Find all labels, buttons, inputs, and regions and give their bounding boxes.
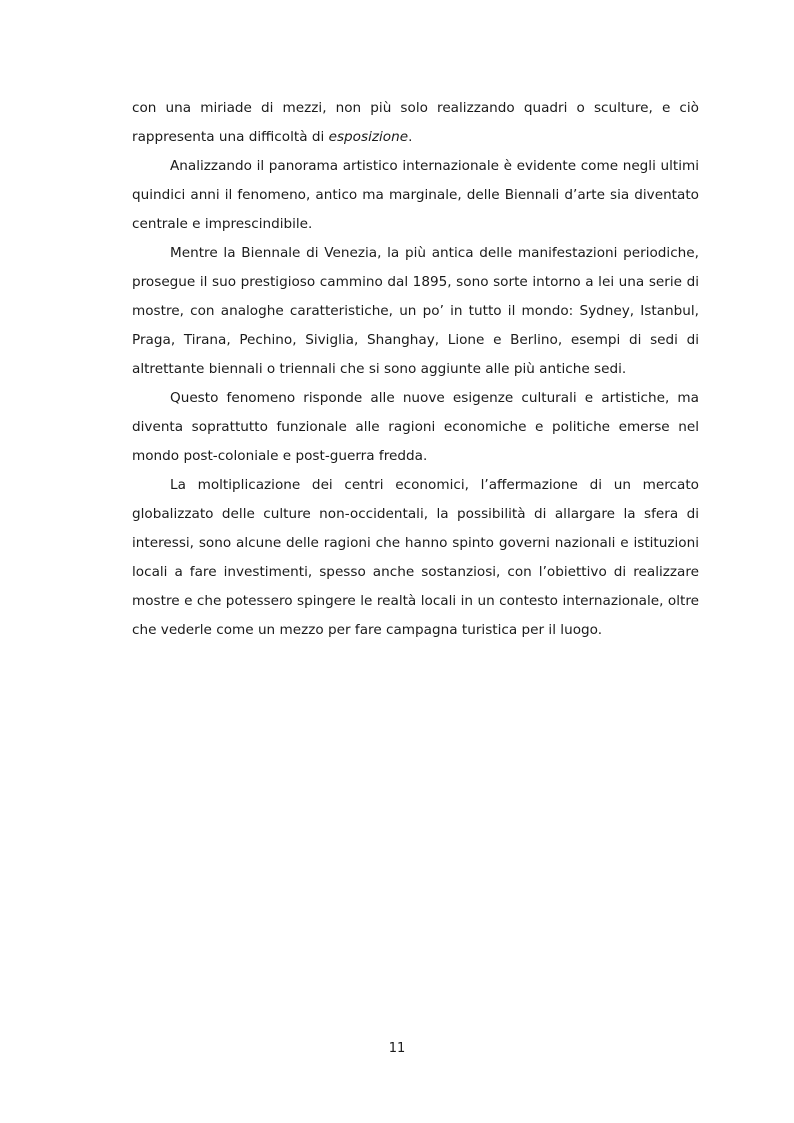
paragraph-1-text: con una miriade di mezzi, non più solo realizzando quadri o sculture, e ciò rappresenta una difficoltà di [132,100,699,145]
paragraph-4: Questo fenomeno risponde alle nuove esigenze culturali e artistiche, ma diventa soprattutto funzionale alle ragioni economiche e politiche emerse nel mondo post-coloniale e post-guerra fredda. [132,390,699,464]
page-number: 11 [388,1041,406,1056]
paragraph-1 [132,94,699,152]
paragraph-1-emphasis: esposizione [328,129,409,145]
paragraph-2: Analizzando il panorama artistico internazionale è evidente come negli ultimi quindici anni il fenomeno, antico ma marginale, delle Biennali d’arte sia diventato centrale e imprescindibile. [132,158,699,232]
paragraph-3: Mentre la Biennale di Venezia, la più antica delle manifestazioni periodiche, prosegue il suo prestigioso cammino dal 1895, sono sorte intorno a lei una serie di mostre, con analoghe caratteristiche, un po’ in tutto il mondo: Sydney, Istanbul, Praga, Tirana, Pechino, Siviglia, Shanghay, Lione e Berlino, esempi di sedi di altrettante biennali o triennali che si sono aggiunte alle più antiche sedi. [132,245,699,377]
paragraph-5: La moltiplicazione dei centri economici, l’affermazione di un mercato globalizzato delle culture non-occidentali, la possibilità di allargare la sfera di interessi, sono alcune delle ragioni che hanno spinto governi nazionali e istituzioni locali a fare investimenti, spesso anche sostanziosi, con l’obiettivo di realizzare mostre e che potessero spingere le realtà locali in un contesto internazionale, oltre che vederle come un mezzo per fare campagna turistica per il luogo. [132,477,699,638]
body-text [132,94,699,645]
paragraph-1-ending: . [408,129,413,145]
